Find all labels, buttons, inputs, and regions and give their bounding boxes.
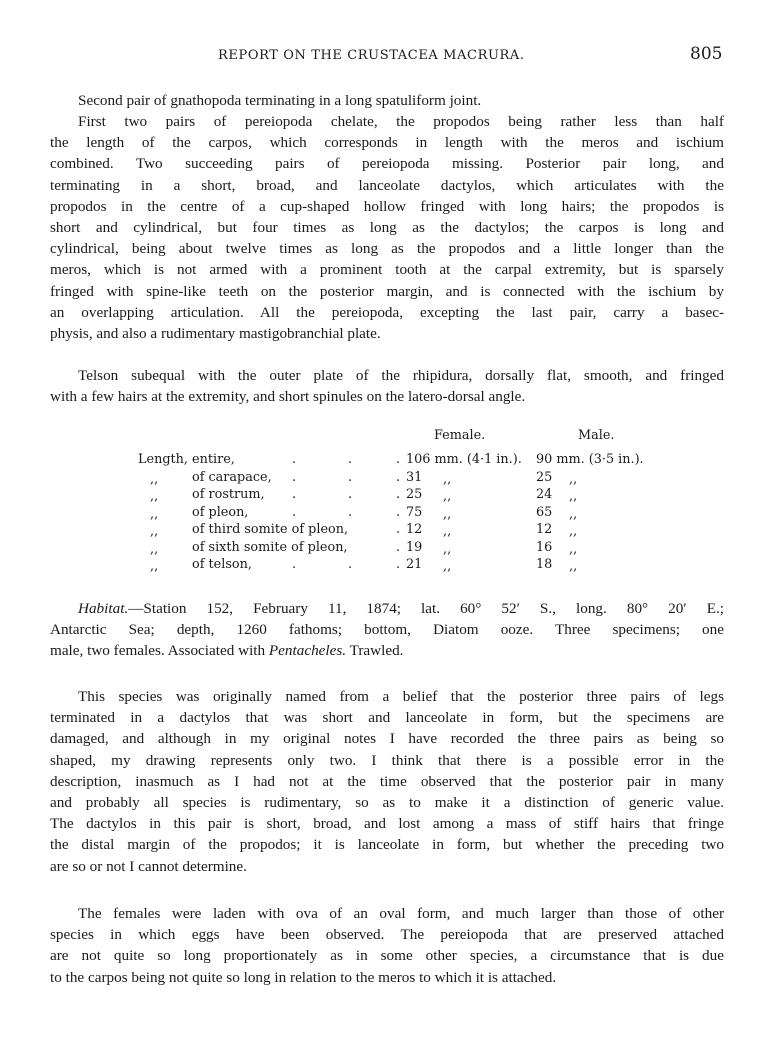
habitat-association: male, two females. Associated with xyxy=(50,642,269,660)
ditto-mark: ,, xyxy=(443,506,452,522)
paragraph-pereiopoda xyxy=(50,111,724,344)
ditto-mark: ,, xyxy=(443,559,452,574)
leader-dot: . xyxy=(348,504,353,520)
ditto-mark: ,, xyxy=(150,471,159,487)
leader-dot: . xyxy=(396,522,401,537)
text-line: the distal margin of the propodos; it is lanceolate in form, but whether the preceding two xyxy=(50,836,724,854)
leader-dot: . xyxy=(348,487,353,502)
male-value: 24 xyxy=(536,487,553,502)
paragraph-telson xyxy=(50,365,724,407)
leader-dot: . xyxy=(348,452,353,467)
female-value: 31 xyxy=(406,469,423,485)
text-line: physis, and also a rudimentary mastigobranchial plate. xyxy=(50,325,381,343)
measurement-row xyxy=(138,487,658,504)
ditto-mark: ,, xyxy=(150,559,159,574)
text-line: are not quite so long proportionately as in some other species, a circumstance that is due xyxy=(50,947,724,965)
habitat-text xyxy=(50,598,724,662)
text-line: shaped, my drawing represents only two. I think that there is a possible error in the xyxy=(50,751,724,769)
ditto-mark: ,, xyxy=(150,524,159,539)
male-value: 65 xyxy=(536,504,553,520)
leader-dot: . xyxy=(396,557,401,572)
row-label: of telson, xyxy=(192,557,252,572)
measurement-row xyxy=(138,452,658,469)
male-value: 25 xyxy=(536,469,553,485)
text-line: terminating in a short, broad, and lanceolate dactylos, which articulates with the xyxy=(50,176,724,194)
leader-dot: . xyxy=(396,504,401,520)
running-title: REPORT ON THE CRUSTACEA MACRURA. xyxy=(218,48,525,63)
female-value: 12 xyxy=(406,522,423,537)
text-line: The females were laden with ova of an oval form, and much larger than those of other xyxy=(78,905,724,922)
text-line: propodos in the centre of a cup-shaped hollow fringed with long hairs; the propodos is xyxy=(50,197,724,215)
row-label: Length, entire, xyxy=(138,452,235,467)
leader-dot: . xyxy=(292,557,297,572)
measurement-row xyxy=(138,557,658,574)
paragraph-text xyxy=(50,111,724,344)
paragraph-gnathopoda xyxy=(50,90,724,111)
habitat-method: Trawled. xyxy=(346,642,404,660)
female-value: 25 xyxy=(406,487,423,502)
row-label: of sixth somite of pleon, xyxy=(192,539,348,555)
text-line: are so or not I cannot determine. xyxy=(50,857,247,875)
ditto-mark: ,, xyxy=(150,489,159,504)
male-value: 90 mm. (3·5 in.). xyxy=(536,452,644,467)
text-line: Second pair of gnathopoda terminating in a long spatuliform joint. xyxy=(78,92,482,109)
text-line: damaged, and although in my original notes I have recorded the three pairs as being so xyxy=(50,730,724,748)
habitat-line-2: Antarctic Sea; depth, 1260 fathoms; bottom, Diatom ooze. Three specimens; one xyxy=(50,621,724,639)
ditto-mark: ,, xyxy=(569,541,578,557)
paragraph-females xyxy=(50,903,724,988)
ditto-mark: ,, xyxy=(150,506,159,522)
habitat-line-3 xyxy=(22,640,724,661)
ditto-mark: ,, xyxy=(443,489,452,504)
measurement-row xyxy=(138,470,658,487)
habitat-label: Habitat. xyxy=(78,600,129,617)
paragraph-text xyxy=(50,686,724,877)
habitat-line-1 xyxy=(50,598,724,619)
text-line: meros, which is not armed with a prominent tooth at the carpal extremity, but is sparsely xyxy=(50,261,724,279)
text-line: First two pairs of pereiopoda chelate, the propodos being rather less than half xyxy=(78,113,724,130)
ditto-mark: ,, xyxy=(569,524,578,539)
row-label: of pleon, xyxy=(192,504,249,520)
female-value: 19 xyxy=(406,539,423,555)
paragraph-text xyxy=(50,365,724,407)
leader-dot: . xyxy=(292,487,297,502)
habitat-station: —Station 152, February 11, 1874; lat. 60° 52′ S., long. 80° 20′ E.; xyxy=(128,600,724,617)
genus-name: Pentacheles. xyxy=(268,642,347,660)
male-value: 18 xyxy=(536,557,553,572)
male-value: 16 xyxy=(536,539,553,555)
leader-dot: . xyxy=(396,487,401,502)
row-label: of third somite of pleon, xyxy=(192,522,349,537)
text-line: short and cylindrical, but four times as long as the dactylos; the carpos is long and xyxy=(50,219,724,237)
text-line: to the carpos being not quite so long in relation to the meros to which it is attached. xyxy=(50,968,557,986)
page-number: 805 xyxy=(690,44,723,64)
leader-dot: . xyxy=(396,452,401,467)
column-header-male: Male. xyxy=(578,428,615,443)
text-line: an overlapping articulation. All the pereiopoda, excepting the last pair, carry a basec- xyxy=(50,303,724,321)
leader-dot: . xyxy=(292,452,297,467)
text-line: fringed with spine-like teeth on the posterior margin, and is connected with the ischium by xyxy=(50,282,724,300)
leader-dot: . xyxy=(348,469,353,485)
ditto-mark: ,, xyxy=(569,506,578,522)
leader-dot: . xyxy=(396,539,401,555)
paragraph-text xyxy=(50,903,724,988)
leader-dot: . xyxy=(292,504,297,520)
text-line: and probably all species is rudimentary, so as to make it a distinction of generic value. xyxy=(50,794,724,812)
column-header-female: Female. xyxy=(434,428,486,443)
ditto-mark: ,, xyxy=(443,541,452,557)
leader-dot: . xyxy=(292,469,297,485)
ditto-mark: ,, xyxy=(569,559,578,574)
measurement-row xyxy=(138,522,658,539)
ditto-mark: ,, xyxy=(443,471,452,487)
text-line: description, inasmuch as I had not at the time observed that the posterior pair in many xyxy=(50,772,724,790)
page-header xyxy=(0,44,776,68)
female-value: 75 xyxy=(406,504,423,520)
paragraph-text xyxy=(50,90,724,111)
habitat-paragraph xyxy=(50,598,724,662)
text-line: terminated in a dactylos that was short and lanceolate in form, but the specimens are xyxy=(50,709,724,727)
text-line: cylindrical, being about twelve times as long as the propodos and a little longer than the xyxy=(50,240,724,258)
ditto-mark: ,, xyxy=(150,541,159,557)
ditto-mark: ,, xyxy=(569,471,578,487)
measurement-row xyxy=(138,540,658,557)
text-line: combined. Two succeeding pairs of pereiopoda missing. Posterior pair long, and xyxy=(50,155,724,173)
text-line: The dactylos in this pair is short, broad, and lost among a mass of stiff hairs that fringe xyxy=(50,815,724,833)
text-line: This species was originally named from a belief that the posterior three pairs of legs xyxy=(78,688,724,705)
ditto-mark: ,, xyxy=(443,524,452,539)
measurement-row xyxy=(138,505,658,522)
paragraph-discussion xyxy=(50,686,724,877)
text-line: with a few hairs at the extremity, and short spinules on the latero-dorsal angle. xyxy=(50,388,526,406)
text-line: Telson subequal with the outer plate of the rhipidura, dorsally flat, smooth, and fringed xyxy=(78,367,724,384)
text-line: the length of the carpos, which corresponds in length with the meros and ischium xyxy=(50,134,724,152)
female-value: 106 mm. (4·1 in.). xyxy=(406,452,522,467)
male-value: 12 xyxy=(536,522,553,537)
text-line: species in which eggs have been observed. The pereiopoda that are preserved attached xyxy=(50,926,724,944)
row-label: of rostrum, xyxy=(192,487,265,502)
ditto-mark: ,, xyxy=(569,489,578,504)
row-label: of carapace, xyxy=(192,469,272,485)
leader-dot: . xyxy=(348,557,353,572)
female-value: 21 xyxy=(406,557,423,572)
leader-dot: . xyxy=(396,469,401,485)
